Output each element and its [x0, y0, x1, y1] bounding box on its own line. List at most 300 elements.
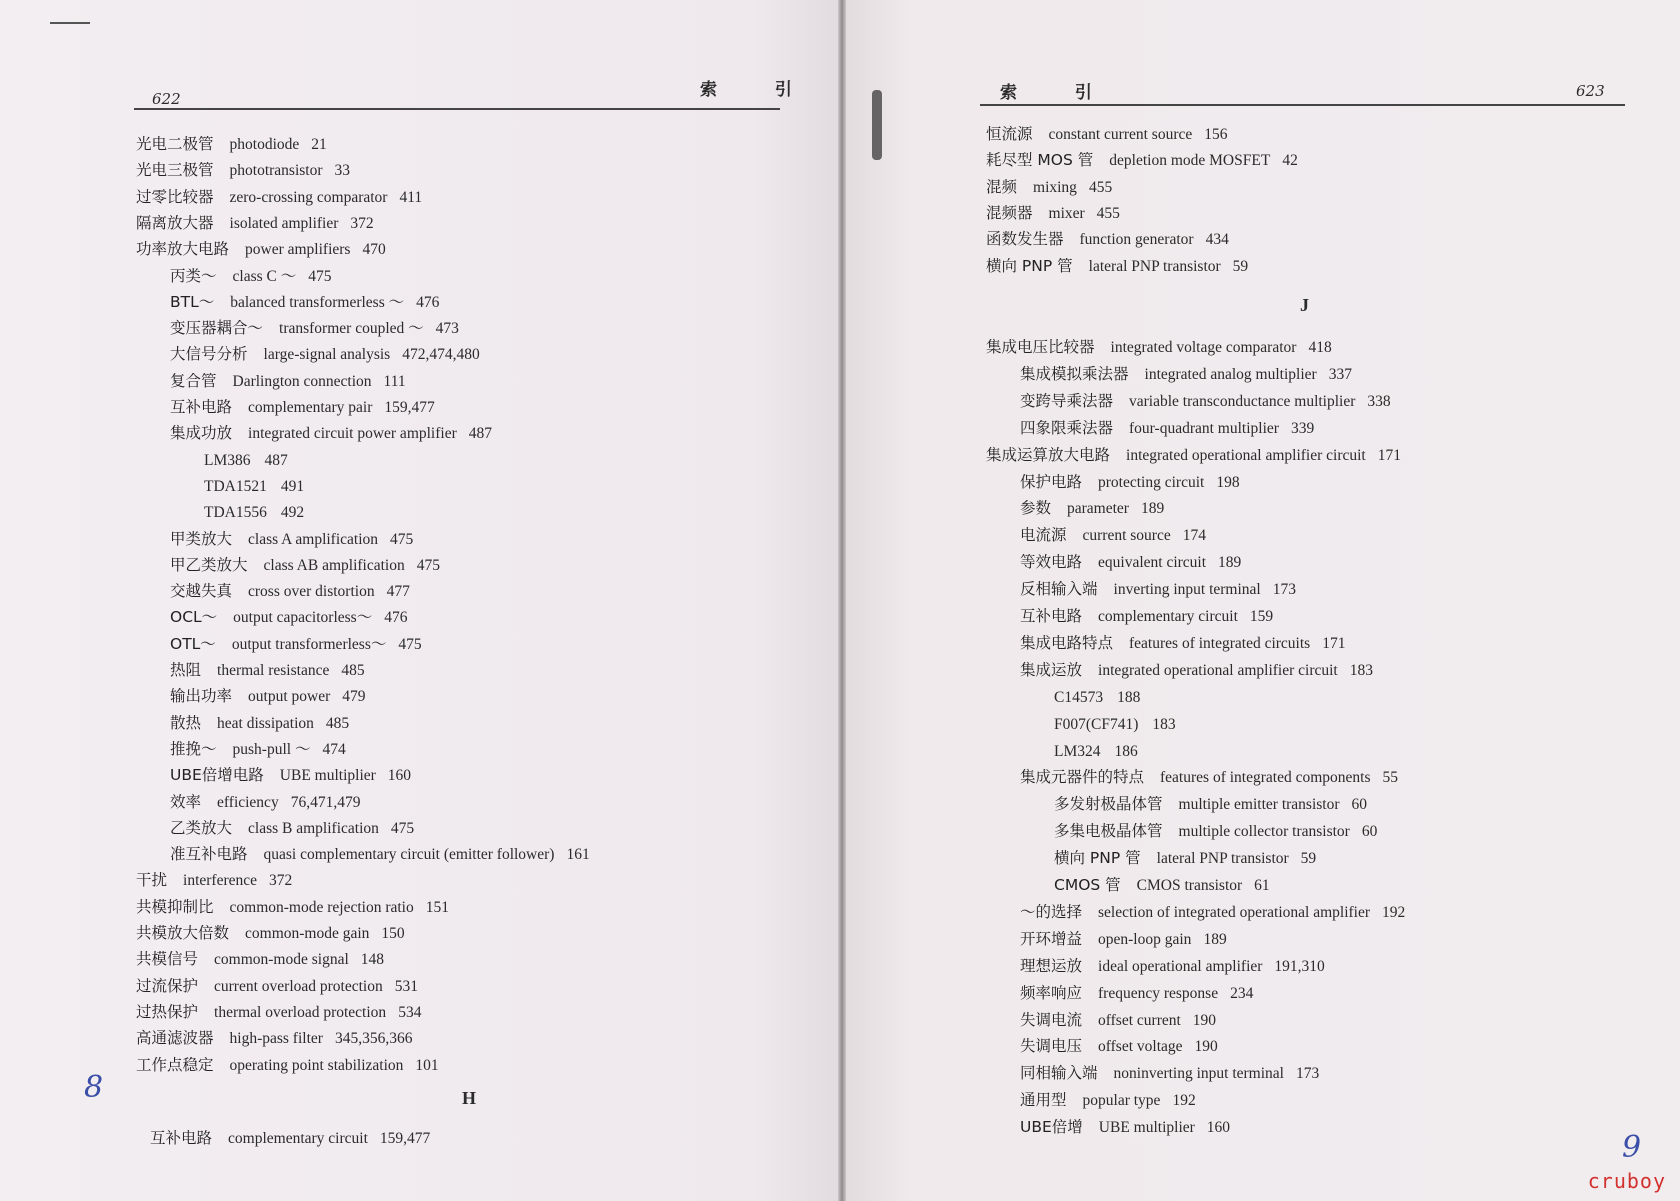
- index-term-zh: 共模信号: [136, 950, 199, 969]
- index-entry: [986, 177, 1112, 198]
- index-term-zh: 共模放大倍数: [136, 924, 230, 942]
- index-term-en: lateral PNP transistor: [1156, 850, 1289, 868]
- index-term-zh: UBE倍增电路: [170, 766, 264, 785]
- index-term-en: integrated voltage comparator: [1110, 339, 1297, 356]
- index-page-ref: 475: [416, 556, 440, 574]
- index-term-en: efficiency: [217, 793, 279, 811]
- section-letter-j: J: [1300, 295, 1309, 315]
- index-page-ref: 485: [341, 662, 365, 679]
- index-entry: [136, 1028, 412, 1049]
- index-term-en: isolated amplifier: [229, 214, 339, 232]
- index-term-zh: 频率响应: [1020, 983, 1083, 1002]
- index-term-zh: 隔离放大器: [136, 213, 214, 232]
- index-term-zh: 过流保护: [136, 976, 199, 995]
- index-term-zh: 丙类～: [170, 266, 217, 285]
- index-entry: [1020, 660, 1373, 681]
- index-term-en: thermal resistance: [217, 662, 330, 679]
- index-page-ref: 475: [390, 819, 415, 837]
- index-page-ref: 337: [1328, 365, 1352, 383]
- index-page-ref: 183: [1349, 661, 1373, 679]
- index-page-ref: 173: [1272, 581, 1296, 599]
- index-entry: [986, 256, 1248, 277]
- index-term-zh: 参数: [1020, 499, 1052, 518]
- index-term-zh: OTL～: [170, 634, 216, 653]
- index-term-zh: 热阻: [170, 661, 202, 679]
- index-page-ref: 148: [360, 951, 385, 969]
- index-page-ref: 183: [1152, 715, 1176, 733]
- index-page-ref: 491: [280, 477, 305, 495]
- index-entry: [1020, 418, 1314, 439]
- index-term-en: protecting circuit: [1098, 473, 1205, 491]
- index-term-zh: 通用型: [1020, 1091, 1067, 1110]
- index-entry: [170, 581, 410, 602]
- index-term-zh: 推挽～: [170, 739, 217, 758]
- index-page-ref: 531: [394, 977, 418, 995]
- index-term-zh: 集成功放: [170, 424, 233, 443]
- index-term-zh: 大信号分析: [170, 345, 248, 364]
- index-entry: [204, 502, 304, 523]
- index-page-ref: 189: [1218, 554, 1242, 572]
- index-entry: [136, 949, 384, 970]
- index-page-ref: 192: [1172, 1092, 1196, 1110]
- index-term-en: multiple collector transistor: [1178, 823, 1350, 841]
- index-term-en: complementary circuit: [228, 1130, 368, 1147]
- index-page-ref: 156: [1204, 126, 1228, 143]
- index-page-ref: 476: [416, 293, 440, 311]
- index-term-zh: 光电三极管: [136, 161, 214, 180]
- index-term-zh: 工作点稳定: [136, 1055, 214, 1074]
- index-term-zh: 变压器耦合～: [170, 319, 264, 338]
- index-term-en: complementary pair: [248, 399, 373, 416]
- index-term-en: function generator: [1079, 231, 1194, 249]
- index-term-en: high-pass filter: [229, 1030, 323, 1048]
- index-term-en: ideal operational amplifier: [1098, 957, 1263, 975]
- index-page-ref: 160: [1206, 1119, 1231, 1137]
- index-entry: [204, 476, 304, 497]
- index-term-zh: 甲类放大: [170, 529, 233, 548]
- index-term-en: depletion mode MOSFET: [1109, 152, 1271, 170]
- index-term-en: class C ～: [232, 267, 297, 285]
- index-term-zh: 混频器: [986, 203, 1033, 222]
- index-entry: [1020, 1063, 1319, 1084]
- index-term-zh: 交越失真: [170, 582, 233, 601]
- index-entry: [1054, 794, 1367, 815]
- index-entry: [170, 634, 422, 655]
- index-entry: [986, 150, 1298, 171]
- index-entry: [1020, 633, 1345, 654]
- index-page-ref: 485: [325, 714, 350, 732]
- corner-dash: [50, 22, 90, 24]
- index-page-ref: 472,474,480: [402, 346, 480, 364]
- index-page-ref: 434: [1205, 231, 1229, 249]
- index-page-ref: 160: [387, 767, 412, 785]
- index-term-zh: 输出功率: [170, 687, 233, 706]
- index-term-zh: 功率放大电路: [136, 240, 230, 259]
- index-term-en: LM324: [1054, 742, 1101, 760]
- index-term-zh: OCL～: [170, 608, 218, 627]
- index-page-ref: 473: [435, 320, 459, 338]
- index-entry: [170, 397, 435, 418]
- index-entry: [1020, 1036, 1218, 1057]
- index-term-zh: 甲乙类放大: [170, 555, 248, 574]
- index-term-zh: 互补电路: [150, 1129, 213, 1147]
- index-page-ref: 192: [1382, 903, 1406, 921]
- index-entry: [170, 660, 365, 681]
- index-term-zh: 互补电路: [1020, 607, 1083, 625]
- index-page-ref: 487: [264, 451, 288, 469]
- index-page-ref: 372: [350, 214, 374, 232]
- index-term-en: Darlington connection: [232, 372, 372, 390]
- index-term-en: class A amplification: [248, 530, 379, 548]
- index-term-zh: 变跨导乘法器: [1020, 391, 1114, 410]
- index-term-en: zero-crossing comparator: [229, 188, 388, 206]
- index-page-ref: 487: [468, 425, 492, 443]
- index-page-ref: 191,310: [1274, 957, 1325, 975]
- index-entry: [136, 897, 449, 918]
- index-term-en: common-mode rejection ratio: [229, 898, 414, 916]
- index-page-ref: 339: [1290, 419, 1315, 437]
- index-term-en: features of integrated components: [1160, 769, 1371, 787]
- index-entry: [986, 124, 1228, 145]
- index-term-en: balanced transformerless ～: [230, 293, 405, 311]
- index-term-en: constant current source: [1048, 126, 1193, 143]
- index-page-ref: 189: [1203, 930, 1227, 948]
- index-entry: [136, 923, 405, 944]
- index-term-en: current source: [1082, 527, 1171, 545]
- index-entry: [170, 686, 366, 707]
- index-page-ref: 475: [308, 267, 332, 285]
- index-term-en: interference: [183, 872, 258, 890]
- index-term-zh: 多发射极晶体管: [1054, 795, 1163, 814]
- index-page-ref: 33: [334, 162, 351, 180]
- index-term-zh: 集成电路特点: [1020, 633, 1114, 652]
- index-entry: [170, 529, 413, 550]
- watermark: cruboy: [1587, 1169, 1666, 1193]
- index-term-zh: BTL～: [170, 292, 215, 311]
- index-term-en: C14573: [1054, 688, 1104, 706]
- index-term-en: large-signal analysis: [263, 346, 391, 364]
- index-term-en: mixer: [1048, 204, 1085, 222]
- index-page-ref: 159,477: [379, 1130, 431, 1147]
- index-entry: [136, 1055, 439, 1076]
- index-entry: [136, 187, 422, 208]
- index-term-zh: 准互补电路: [170, 845, 248, 864]
- index-term-en: class B amplification: [248, 819, 379, 837]
- index-entry: [1054, 714, 1176, 735]
- index-page-ref: 475: [390, 530, 414, 548]
- handwritten-number-right: 9: [1622, 1130, 1642, 1165]
- index-term-zh: 乙类放大: [170, 818, 233, 837]
- index-term-zh: 过热保护: [136, 1002, 199, 1021]
- index-term-zh: 干扰: [136, 871, 168, 890]
- index-entry: [170, 792, 360, 813]
- index-term-en: variable transconductance multiplier: [1129, 392, 1356, 410]
- index-entry: [170, 292, 439, 313]
- index-term-zh: 集成元器件的特点: [1020, 768, 1145, 787]
- index-entry: [1020, 525, 1206, 546]
- index-page-ref: 59: [1300, 850, 1317, 868]
- index-term-en: integrated analog multiplier: [1144, 365, 1317, 383]
- left-header-rule: [134, 108, 780, 110]
- index-page-ref: 475: [398, 635, 422, 653]
- left-header-title: 索 引: [700, 80, 818, 100]
- index-page-ref: 234: [1230, 984, 1254, 1002]
- index-term-zh: 保护电路: [1020, 472, 1083, 491]
- index-term-en: integrated circuit power amplifier: [248, 425, 457, 443]
- index-page-ref: 418: [1308, 339, 1332, 356]
- index-entry: [170, 818, 414, 839]
- index-term-zh: 耗尽型 MOS 管: [986, 151, 1094, 170]
- index-term-en: photodiode: [229, 136, 300, 153]
- index-entry: [1020, 767, 1398, 788]
- right-header-rule: [980, 104, 1625, 106]
- index-term-en: selection of integrated operational amplifier: [1098, 903, 1371, 921]
- index-page-ref: 476: [384, 609, 408, 627]
- index-entry: [170, 555, 440, 576]
- index-entry: [1020, 498, 1164, 519]
- index-term-zh: 反相输入端: [1020, 580, 1098, 599]
- index-entry: [1054, 741, 1138, 762]
- index-page-ref: 171: [1377, 446, 1401, 464]
- index-term-en: features of integrated circuits: [1129, 634, 1311, 652]
- index-term-zh: UBE倍增: [1020, 1118, 1083, 1137]
- index-page-ref: 150: [381, 925, 405, 942]
- index-term-zh: 混频: [986, 177, 1018, 196]
- index-term-zh: 集成运算放大电路: [986, 445, 1111, 464]
- index-entry: [1020, 929, 1227, 950]
- index-page-ref: 189: [1140, 500, 1165, 518]
- index-entry: [1020, 391, 1391, 412]
- index-page-ref: 159: [1249, 608, 1274, 625]
- index-page-ref: 455: [1088, 178, 1113, 196]
- index-term-en: open-loop gain: [1098, 930, 1192, 948]
- index-entry: [170, 739, 346, 760]
- index-term-zh: 散热: [170, 713, 202, 732]
- index-term-zh: CMOS 管: [1054, 876, 1121, 894]
- index-term-en: cross over distortion: [248, 583, 375, 601]
- index-entry: [1020, 552, 1241, 573]
- index-entry: [136, 239, 386, 260]
- index-term-en: common-mode gain: [245, 925, 370, 942]
- index-term-zh: 函数发生器: [986, 230, 1064, 249]
- index-page-ref: 345,356,366: [334, 1030, 413, 1048]
- index-page-ref: 474: [322, 740, 346, 758]
- index-term-zh: 效率: [170, 792, 202, 811]
- index-page-ref: 76,471,479: [290, 793, 361, 811]
- index-entry: [1054, 821, 1377, 842]
- index-entry: [1020, 1090, 1196, 1111]
- index-term-zh: 失调电压: [1020, 1037, 1083, 1056]
- index-term-zh: 同相输入端: [1020, 1064, 1098, 1083]
- index-entry: [136, 1002, 421, 1023]
- index-entry: [150, 1128, 430, 1149]
- index-entry: [986, 337, 1332, 358]
- index-entry: [1054, 848, 1316, 869]
- index-page-ref: 174: [1182, 527, 1206, 545]
- index-page-ref: 477: [386, 583, 410, 601]
- index-term-en: integrated operational amplifier circuit: [1098, 661, 1338, 679]
- index-page-ref: 492: [280, 504, 305, 522]
- handwritten-number-left: 8: [84, 1070, 104, 1105]
- index-term-zh: 失调电流: [1020, 1010, 1083, 1029]
- index-term-zh: 互补电路: [170, 398, 233, 416]
- index-entry: [986, 229, 1229, 250]
- index-entry: [1020, 1010, 1216, 1031]
- index-term-en: integrated operational amplifier circuit: [1126, 446, 1366, 464]
- book-gutter: [838, 0, 846, 1201]
- index-entry: [170, 765, 411, 786]
- index-page-ref: 455: [1096, 204, 1120, 222]
- index-term-en: offset current: [1098, 1011, 1181, 1029]
- index-page-ref: 190: [1192, 1011, 1217, 1029]
- index-term-zh: 四象限乘法器: [1020, 418, 1114, 437]
- index-entry: [136, 213, 374, 234]
- index-entry: [204, 450, 288, 471]
- index-entry: [986, 445, 1401, 466]
- gutter-clip-mark: [872, 90, 882, 160]
- index-term-zh: 集成电压比较器: [986, 338, 1095, 356]
- index-entry: [170, 344, 480, 365]
- index-term-en: heat dissipation: [217, 714, 314, 732]
- index-term-en: thermal overload protection: [214, 1003, 387, 1021]
- index-term-zh: 开环增益: [1020, 929, 1083, 948]
- index-page-ref: 470: [362, 241, 386, 259]
- index-entry: [170, 607, 407, 628]
- index-entry: [1020, 983, 1253, 1004]
- index-term-en: noninverting input terminal: [1113, 1065, 1284, 1083]
- index-page-ref: 159,477: [384, 399, 435, 416]
- index-term-en: complementary circuit: [1098, 608, 1238, 625]
- index-term-en: common-mode signal: [214, 951, 349, 969]
- index-entry: [136, 976, 418, 997]
- index-term-zh: 光电二极管: [136, 135, 214, 153]
- index-term-en: frequency response: [1098, 984, 1219, 1002]
- right-page: [846, 0, 1680, 1201]
- left-page-number: 622: [152, 90, 181, 108]
- index-page-ref: 171: [1322, 634, 1346, 652]
- right-page-number: 623: [1576, 82, 1605, 100]
- index-page-ref: 188: [1117, 688, 1141, 706]
- index-term-en: mixing: [1033, 178, 1077, 196]
- index-term-en: quasi complementary circuit (emitter follower): [263, 846, 555, 864]
- index-term-en: push-pull ～: [232, 740, 311, 758]
- index-term-en: popular type: [1082, 1092, 1161, 1110]
- index-entry: [1020, 902, 1405, 923]
- index-page-ref: 101: [415, 1056, 439, 1074]
- index-term-zh: 复合管: [170, 371, 217, 390]
- index-term-zh: 恒流源: [986, 125, 1033, 143]
- index-term-zh: 横向 PNP 管: [1054, 849, 1141, 868]
- index-term-zh: 横向 PNP 管: [986, 256, 1073, 275]
- index-entry: [170, 371, 406, 392]
- index-page-ref: 161: [566, 846, 590, 864]
- index-page-ref: 534: [398, 1003, 422, 1021]
- index-page-ref: 411: [399, 188, 423, 206]
- index-entry: [170, 844, 590, 865]
- index-entry: [1020, 956, 1325, 977]
- index-term-en: lateral PNP transistor: [1088, 257, 1221, 275]
- index-term-zh: ～的选择: [1020, 902, 1083, 921]
- index-term-zh: 电流源: [1020, 526, 1067, 545]
- index-entry: [170, 713, 349, 734]
- index-term-en: power amplifiers: [245, 241, 351, 259]
- index-entry: [1020, 364, 1352, 385]
- index-term-en: class AB amplification: [263, 556, 405, 574]
- index-term-en: current overload protection: [214, 977, 383, 995]
- index-page-ref: 173: [1296, 1065, 1320, 1083]
- index-page-ref: 111: [383, 372, 406, 390]
- index-term-zh: 理想运放: [1020, 956, 1083, 975]
- index-page-ref: 59: [1232, 257, 1249, 275]
- index-term-zh: 过零比较器: [136, 187, 214, 206]
- index-term-en: operating point stabilization: [229, 1056, 404, 1074]
- index-term-zh: 等效电路: [1020, 553, 1083, 572]
- index-entry: [136, 160, 350, 181]
- index-term-en: UBE multiplier: [1098, 1119, 1195, 1137]
- index-term-zh: 共模抑制比: [136, 897, 214, 916]
- index-page-ref: 190: [1194, 1038, 1218, 1056]
- index-term-en: four-quadrant multiplier: [1129, 419, 1279, 437]
- right-header-title: 索 引: [1000, 83, 1118, 103]
- index-term-en: CMOS transistor: [1136, 877, 1243, 894]
- index-term-zh: 高通滤波器: [136, 1029, 214, 1048]
- index-term-en: transformer coupled ～: [279, 320, 424, 338]
- index-entry: [170, 266, 331, 287]
- index-entry: [1054, 687, 1140, 708]
- index-page-ref: 372: [269, 872, 293, 890]
- index-page-ref: 151: [425, 898, 449, 916]
- index-entry: [1020, 579, 1296, 600]
- index-term-en: parameter: [1067, 500, 1129, 518]
- index-term-en: LM386: [204, 451, 251, 469]
- index-term-zh: 集成模拟乘法器: [1020, 364, 1129, 383]
- index-term-en: F007(CF741): [1054, 715, 1139, 733]
- index-term-en: phototransistor: [229, 162, 323, 180]
- index-term-en: output capacitorless～: [233, 609, 373, 627]
- index-page-ref: 21: [311, 136, 327, 153]
- index-page-ref: 198: [1216, 473, 1240, 491]
- index-term-en: equivalent circuit: [1098, 554, 1207, 572]
- index-term-en: UBE multiplier: [279, 767, 376, 785]
- index-entry: [1020, 606, 1273, 627]
- index-term-zh: 集成运放: [1020, 660, 1083, 679]
- index-page-ref: 61: [1254, 877, 1270, 894]
- index-entry: [986, 203, 1120, 224]
- index-entry: [136, 870, 292, 891]
- index-entry: [1054, 875, 1270, 896]
- index-entry: [1020, 472, 1240, 493]
- index-term-en: output power: [248, 688, 331, 706]
- index-page-ref: 60: [1361, 823, 1378, 841]
- index-term-en: inverting input terminal: [1113, 581, 1261, 599]
- index-term-en: multiple emitter transistor: [1178, 796, 1340, 814]
- index-page-ref: 479: [342, 688, 366, 706]
- index-page-ref: 55: [1382, 769, 1398, 787]
- index-entry: [170, 318, 459, 339]
- index-page-ref: 186: [1114, 742, 1138, 760]
- index-entry: [136, 134, 327, 155]
- index-term-en: output transformerless～: [231, 635, 387, 653]
- index-term-zh: 多集电极晶体管: [1054, 822, 1163, 841]
- index-entry: [170, 423, 492, 444]
- index-term-en: offset voltage: [1098, 1038, 1183, 1056]
- index-entry: [1020, 1117, 1230, 1138]
- section-letter-h: H: [462, 1088, 477, 1108]
- index-page-ref: 60: [1351, 796, 1368, 814]
- index-term-en: TDA1521: [204, 477, 267, 495]
- index-page-ref: 338: [1367, 392, 1391, 410]
- index-page-ref: 42: [1282, 152, 1298, 170]
